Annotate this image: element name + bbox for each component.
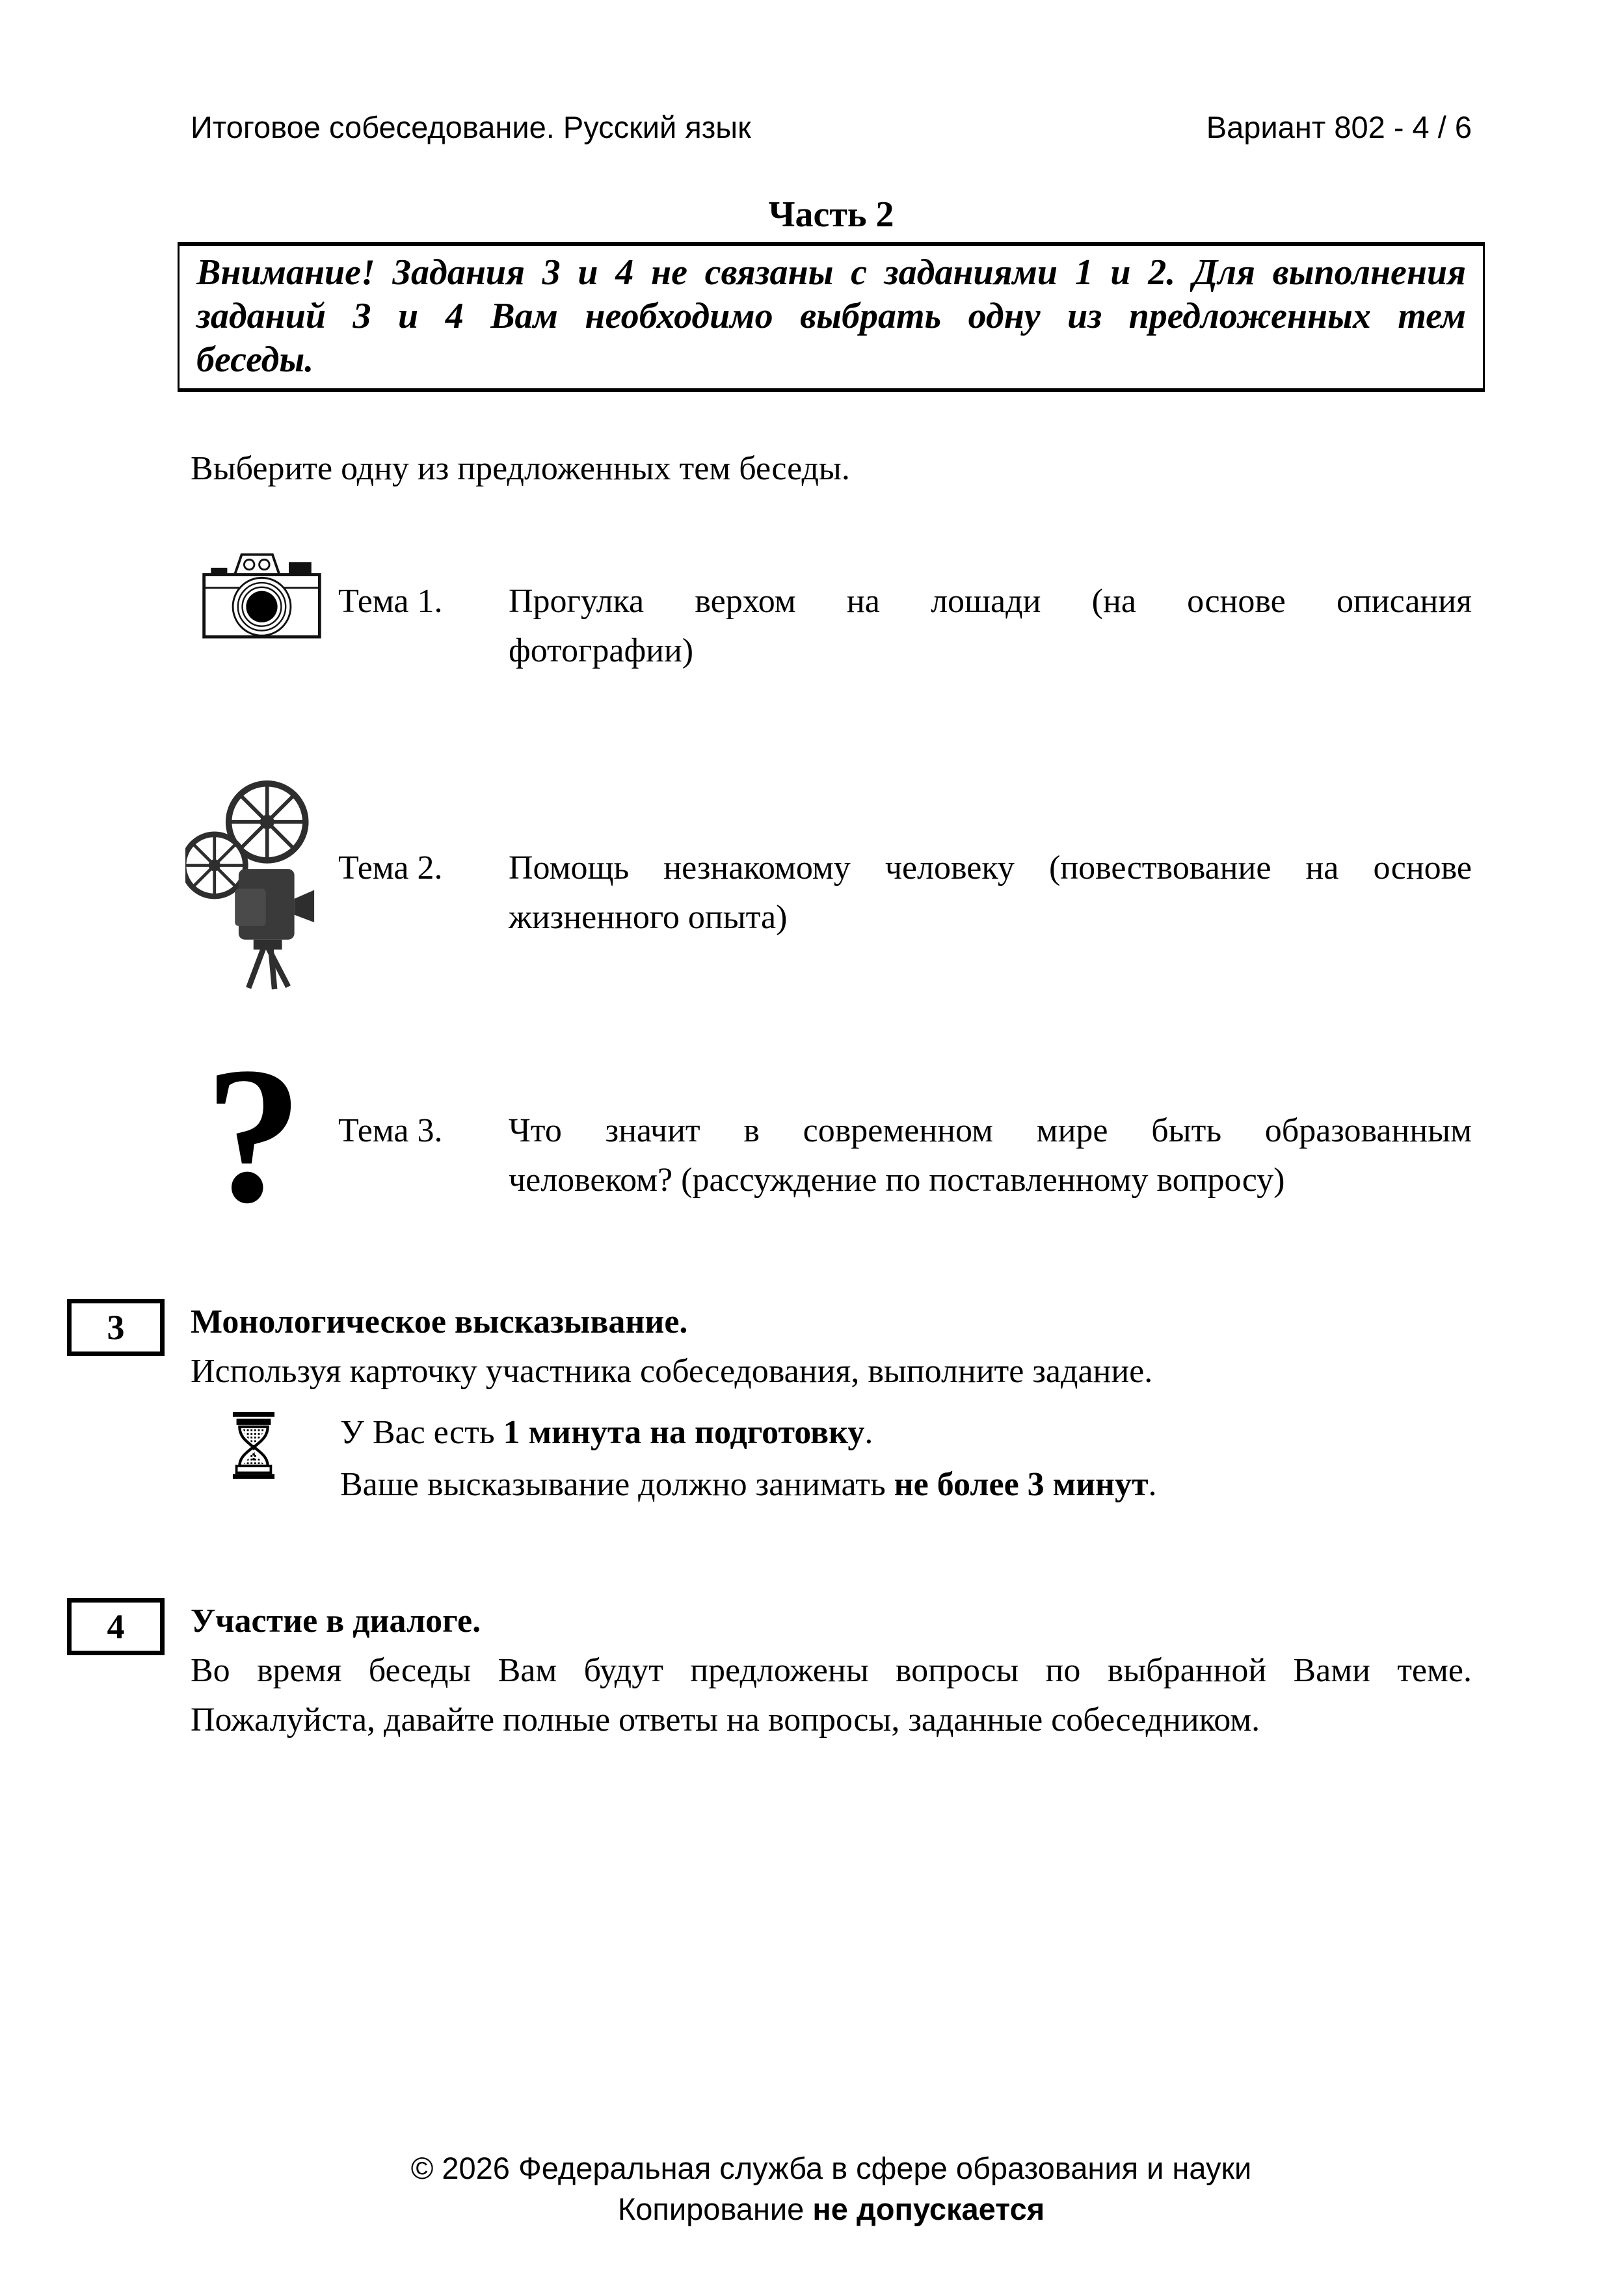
intro-text: Выберите одну из предложенных тем беседы. bbox=[191, 450, 850, 487]
theme-row-2 bbox=[191, 771, 1472, 998]
theme-text-line: фотографии) bbox=[509, 632, 694, 669]
theme-text bbox=[509, 543, 1472, 676]
theme-row-1 bbox=[191, 543, 1472, 706]
task4-title: Участие в диалоге. bbox=[191, 1603, 481, 1640]
page-header bbox=[191, 109, 1472, 146]
theme-text-line: человеком? (рассуждение по поставленному вопросу) bbox=[509, 1162, 1285, 1199]
timer-row bbox=[191, 1407, 1472, 1517]
theme-label: Тема 3. bbox=[338, 1112, 443, 1149]
attention-box bbox=[178, 242, 1485, 392]
part-title: Часть 2 bbox=[768, 194, 894, 235]
task-number-box: 3 bbox=[67, 1299, 165, 1356]
header-variant: Вариант 802 - 4 / 6 bbox=[1206, 110, 1472, 144]
timer-line-1: У Вас есть 1 минута на подготовку. bbox=[340, 1414, 873, 1451]
theme-text bbox=[509, 1063, 1472, 1205]
timer-line-2: Ваше высказывание должно занимать не более 3 минут. bbox=[340, 1466, 1157, 1503]
theme-text-line: Помощь незнакомому человеку (повествование на основе bbox=[509, 849, 1472, 886]
theme-row-3 bbox=[191, 1027, 1472, 1243]
question-mark-icon: ? bbox=[205, 1027, 302, 1243]
task4-body-line: Во время беседы Вам будут предложены вопросы по выбранной Вами теме. bbox=[191, 1652, 1472, 1689]
page-footer bbox=[191, 2148, 1472, 2230]
task3-title: Монологическое высказывание. bbox=[191, 1303, 688, 1340]
camera-icon bbox=[202, 548, 322, 643]
theme-text-line: жизненного опыта) bbox=[509, 899, 788, 936]
film-projector-icon bbox=[185, 772, 315, 1000]
attention-line: Внимание! Задания 3 и 4 не связаны с заданиями 1 и 2. Для выполнения bbox=[196, 252, 1466, 293]
header-subject: Итоговое собеседование. Русский язык bbox=[191, 110, 751, 144]
footer-copyright: © 2026 Федеральная служба в сфере образования и науки bbox=[410, 2151, 1252, 2185]
attention-line: беседы. bbox=[196, 340, 314, 380]
hourglass-icon bbox=[232, 1409, 275, 1484]
attention-line: заданий 3 и 4 Вам необходимо выбрать одну из предложенных тем bbox=[196, 296, 1466, 336]
theme-label: Тема 1. bbox=[338, 583, 443, 620]
theme-label: Тема 2. bbox=[338, 849, 443, 886]
task-3 bbox=[107, 1298, 1472, 1515]
task-4 bbox=[107, 1597, 1472, 1750]
theme-text-line: Прогулка верхом на лошади (на основе описания bbox=[509, 583, 1472, 620]
task4-body-line: Пожалуйста, давайте полные ответы на вопросы, заданные собеседником. bbox=[191, 1701, 1260, 1738]
footer-notice: Копирование не допускается bbox=[617, 2192, 1045, 2226]
task-number-box: 4 bbox=[67, 1598, 165, 1655]
theme-text bbox=[509, 771, 1472, 942]
task4-body bbox=[191, 1646, 1472, 1745]
theme-text-line: Что значит в современном мире быть образованным bbox=[509, 1112, 1472, 1149]
timer-text bbox=[340, 1407, 1472, 1511]
task3-subtitle: Используя карточку участника собеседования, выполните задание. bbox=[191, 1353, 1153, 1390]
